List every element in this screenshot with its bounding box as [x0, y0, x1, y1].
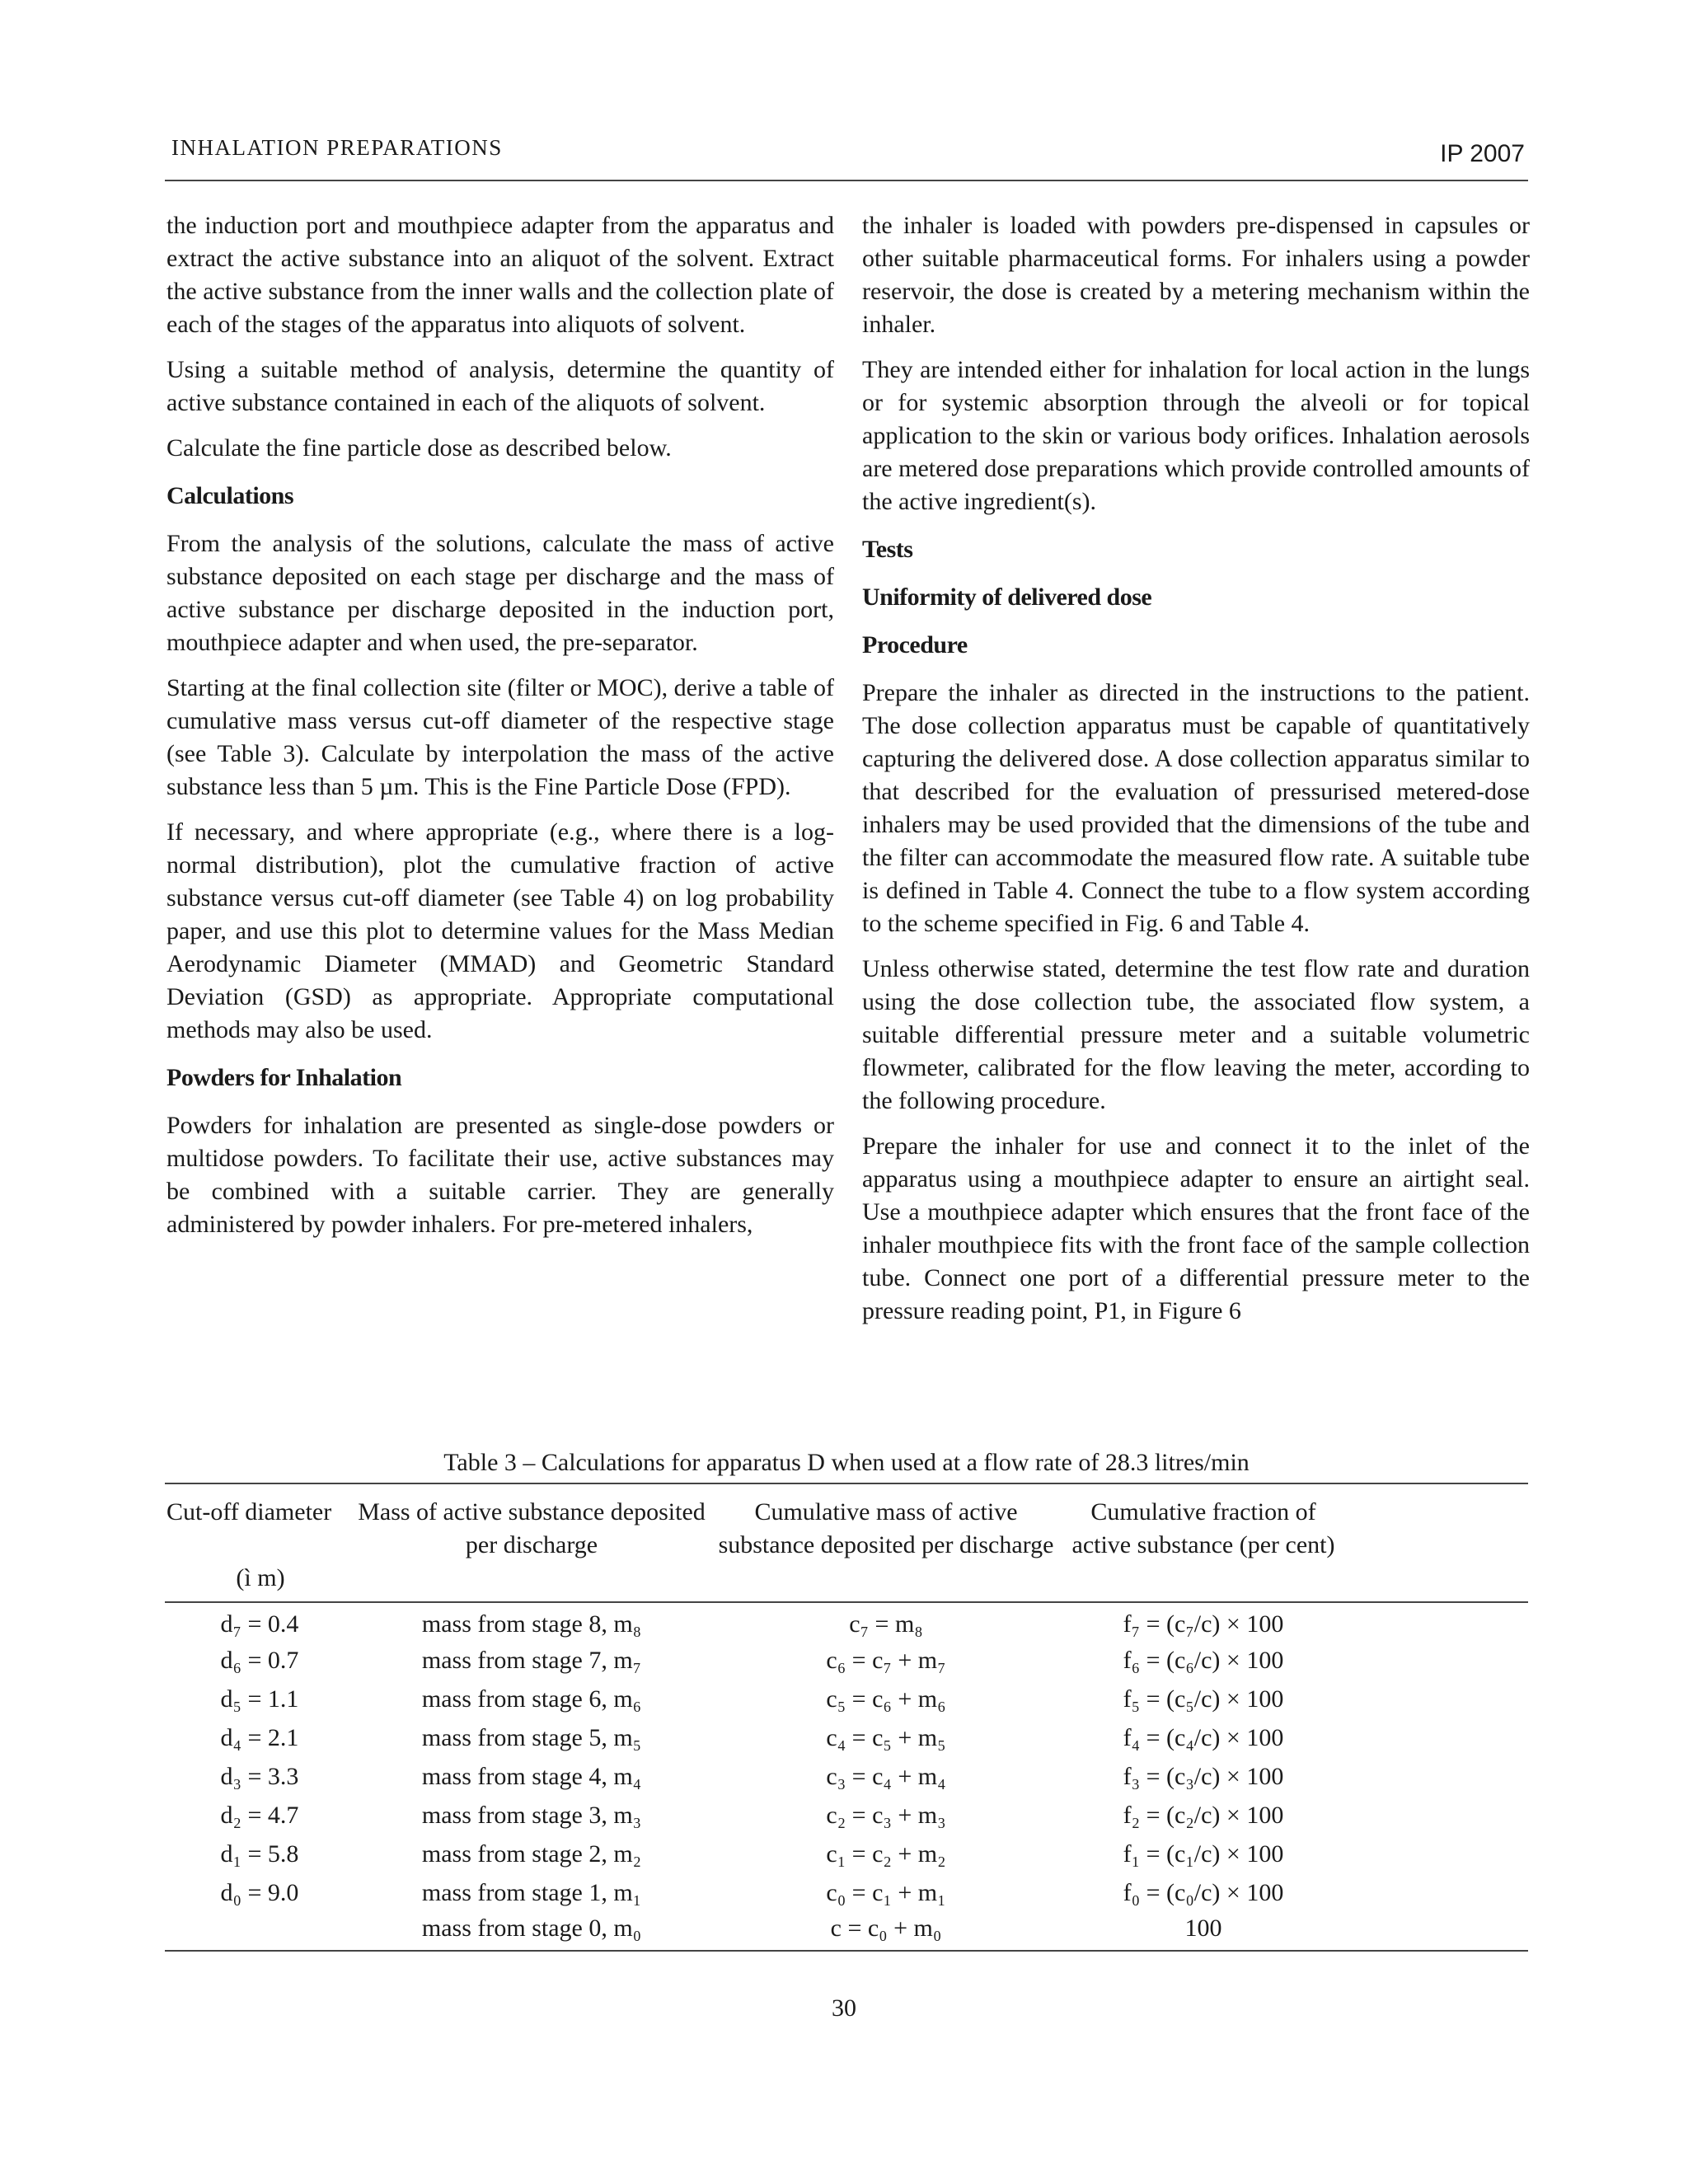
cell-mass: mass from stage 2, m₂: [421, 1840, 642, 1868]
cell-spacer: [1343, 1912, 1528, 1951]
table-row: [165, 1718, 1528, 1757]
table-row: [165, 1602, 1528, 1641]
running-title: INHALATION PREPARATIONS: [171, 135, 503, 160]
paragraph: Calculate the fine particle dose as described below.: [166, 434, 672, 462]
page-number: 30: [832, 1994, 856, 2022]
table-row: [165, 1835, 1528, 1873]
table-row: [165, 1641, 1528, 1680]
edition-label: IP 2007: [1440, 140, 1525, 167]
cell-mass: mass from stage 4, m₄: [421, 1762, 642, 1790]
section-heading-tests: Tests: [862, 536, 913, 563]
cell-cumulative-mass: c₃ = c₄ + m₄: [826, 1762, 946, 1790]
cell-spacer: [1343, 1641, 1528, 1680]
cell-spacer: [1343, 1835, 1528, 1873]
cell-mass: mass from stage 3, m₃: [421, 1801, 642, 1829]
cell-spacer: [1343, 1680, 1528, 1718]
cell-mass: mass from stage 6, m₆: [421, 1685, 642, 1713]
section-heading-procedure: Procedure: [862, 631, 968, 658]
cell-cumulative-mass: c₂ = c₃ + m₃: [826, 1801, 946, 1829]
cell-spacer: [1343, 1757, 1528, 1796]
cell-cumulative-mass: c₀ = c₁ + m₁: [826, 1878, 946, 1906]
cell-mass: mass from stage 1, m₁: [421, 1878, 642, 1906]
cell-cutoff-diameter: d₆ = 0.7: [220, 1646, 299, 1674]
cell-cumulative-fraction: f₄ = (c₄/c) × 100: [1123, 1723, 1284, 1751]
cell-spacer: [1343, 1796, 1528, 1835]
paragraph: Powders for inhalation are presented as single-dose powders or multidose powders. To facilitate their use, active substances may be combined with a suitable carrier. They are generally administered by powder inhalers. For pre-metered inhalers,: [166, 1112, 834, 1238]
paragraph: the induction port and mouthpiece adapter from the apparatus and extract the active substance into an aliquot of the solvent. Extract the active substance from the inner walls and the collection plate of each of the stages of the apparatus into aliquots of solvent.: [166, 212, 834, 338]
header-cumulative-mass: Cumulative mass of active substance deposited per discharge: [709, 1483, 1063, 1602]
paragraph: If necessary, and where appropriate (e.g., where there is a log-normal distribution), plot the cumulative fraction of active substance versus cut-off diameter (see Table 4) on log probability paper, and use this plot to determine values for the Mass Median Aerodynamic Diameter (MMAD) and Geometric Standard Deviation (GSD) as appropriate. Appropriate computational methods may also be used.: [166, 818, 834, 1043]
cell-cutoff-diameter: d₄ = 2.1: [220, 1723, 299, 1751]
cell-cumulative-fraction: f₃ = (c₃/c) × 100: [1123, 1762, 1284, 1790]
paragraph: From the analysis of the solutions, calculate the mass of active substance deposited on each stage per discharge and the mass of active substance per discharge deposited in the induction port, mouthpiece adapter and when used, the pre-separator.: [166, 530, 834, 656]
cell-cumulative-fraction: f₂ = (c₂/c) × 100: [1123, 1801, 1284, 1829]
table-body: [165, 1602, 1528, 1951]
paragraph: They are intended either for inhalation for local action in the lungs or for systemic absorption through the alveoli or for topical application to the skin or various body orifices. Inhalation aerosols are metered dose preparations which provide controlled amounts of the active ingredient(s).: [862, 356, 1530, 515]
cell-spacer: [1343, 1718, 1528, 1757]
cell-cutoff-diameter: [165, 1912, 354, 1951]
right-column: [862, 209, 1530, 1340]
paragraph: Starting at the final collection site (filter or MOC), derive a table of cumulative mass versus cut-off diameter of the respective stage (see Table 3). Calculate by interpolation the mass of the active substance less than 5 µm. This is the Fine Particle Dose (FPD).: [166, 674, 834, 800]
cell-cutoff-diameter: d₀ = 9.0: [220, 1878, 299, 1906]
header-cumulative-fraction: Cumulative fraction of active substance (per cent): [1063, 1483, 1343, 1602]
table-row: [165, 1912, 1528, 1951]
cell-cumulative-fraction: f₁ = (c₁/c) × 100: [1123, 1840, 1284, 1868]
table-row: [165, 1796, 1528, 1835]
cell-cumulative-mass: c₇ = m₈: [849, 1610, 923, 1638]
cell-cumulative-fraction: f₆ = (c₆/c) × 100: [1123, 1646, 1284, 1674]
cell-cutoff-diameter: d₇ = 0.4: [220, 1610, 299, 1638]
header-cutoff-diameter: Cut-off diameter (ì m): [165, 1483, 354, 1602]
calculation-table: [165, 1483, 1528, 1952]
header-mass-deposited: Mass of active substance deposited per discharge: [354, 1483, 709, 1602]
section-heading-calculations: Calculations: [166, 482, 294, 509]
table-3: [165, 1446, 1528, 1952]
left-column: [166, 209, 834, 1254]
cell-cumulative-fraction: f₀ = (c₀/c) × 100: [1123, 1878, 1284, 1906]
cell-mass: mass from stage 5, m₅: [421, 1723, 642, 1751]
section-heading-uniformity: Uniformity of delivered dose: [862, 583, 1152, 611]
cell-mass: mass from stage 8, m₈: [421, 1610, 642, 1638]
cell-cutoff-diameter: d₃ = 3.3: [220, 1762, 299, 1790]
paragraph: Prepare the inhaler as directed in the instructions to the patient. The dose collection apparatus must be capable of quantitatively capturing the delivered dose. A dose collection apparatus similar to that described for the evaluation of pressurised metered-dose inhalers may be used provided that the dimensions of the tube and the filter can accommodate the measured flow rate. A suitable tube is defined in Table 4. Connect the tube to a flow system according to the scheme specified in Fig. 6 and Table 4.: [862, 679, 1530, 937]
paragraph: the inhaler is loaded with powders pre-dispensed in capsules or other suitable pharmaceutical forms. For inhalers using a powder reservoir, the dose is created by a metering mechanism within the inhaler.: [862, 212, 1530, 338]
paragraph: Prepare the inhaler for use and connect it to the inlet of the apparatus using a mouthpiece adapter to ensure an airtight seal. Use a mouthpiece adapter which ensures that the front face of the inhaler mouthpiece fits with the front face of the sample collection tube. Connect one port of a differential pressure meter to the pressure reading point, P1, in Figure 6: [862, 1132, 1530, 1324]
cell-cumulative-mass: c₁ = c₂ + m₂: [826, 1840, 946, 1868]
cell-cumulative-fraction: 100: [1184, 1915, 1222, 1942]
cell-cutoff-diameter: d₂ = 4.7: [220, 1801, 299, 1829]
table-row: [165, 1680, 1528, 1718]
section-heading-powders: Powders for Inhalation: [166, 1064, 402, 1091]
header-unit: (ì m): [236, 1564, 285, 1591]
table-row: [165, 1757, 1528, 1796]
paragraph: Unless otherwise stated, determine the test flow rate and duration using the dose collection tube, the associated flow system, a suitable differential pressure meter and a suitable volumetric flowmeter, calibrated for the flow leaving the meter, according to the following procedure.: [862, 955, 1530, 1114]
cell-cumulative-mass: c₄ = c₅ + m₅: [826, 1723, 946, 1751]
header-spacer: [1343, 1483, 1528, 1602]
table-row: [165, 1873, 1528, 1912]
cell-mass: mass from stage 0, m₀: [421, 1915, 642, 1942]
table-caption: Table 3 – Calculations for apparatus D when used at a flow rate of 28.3 litres/min: [443, 1449, 1250, 1476]
cell-spacer: [1343, 1873, 1528, 1912]
cell-cutoff-diameter: d₅ = 1.1: [220, 1685, 299, 1713]
paragraph: Using a suitable method of analysis, determine the quantity of active substance contained in each of the aliquots of solvent.: [166, 356, 834, 416]
cell-spacer: [1343, 1602, 1528, 1641]
cell-cutoff-diameter: d₁ = 5.8: [220, 1840, 299, 1868]
page-header: [165, 132, 1528, 181]
cell-cumulative-mass: c₆ = c₇ + m₇: [826, 1646, 946, 1674]
cell-mass: mass from stage 7, m₇: [421, 1646, 642, 1674]
cell-cumulative-fraction: f₅ = (c₅/c) × 100: [1123, 1685, 1284, 1713]
cell-cumulative-mass: c₅ = c₆ + m₆: [826, 1685, 946, 1713]
cell-cumulative-fraction: f₇ = (c₇/c) × 100: [1123, 1610, 1284, 1638]
cell-cumulative-mass: c = c₀ + m₀: [830, 1915, 942, 1942]
table-header-row: [165, 1483, 1528, 1602]
